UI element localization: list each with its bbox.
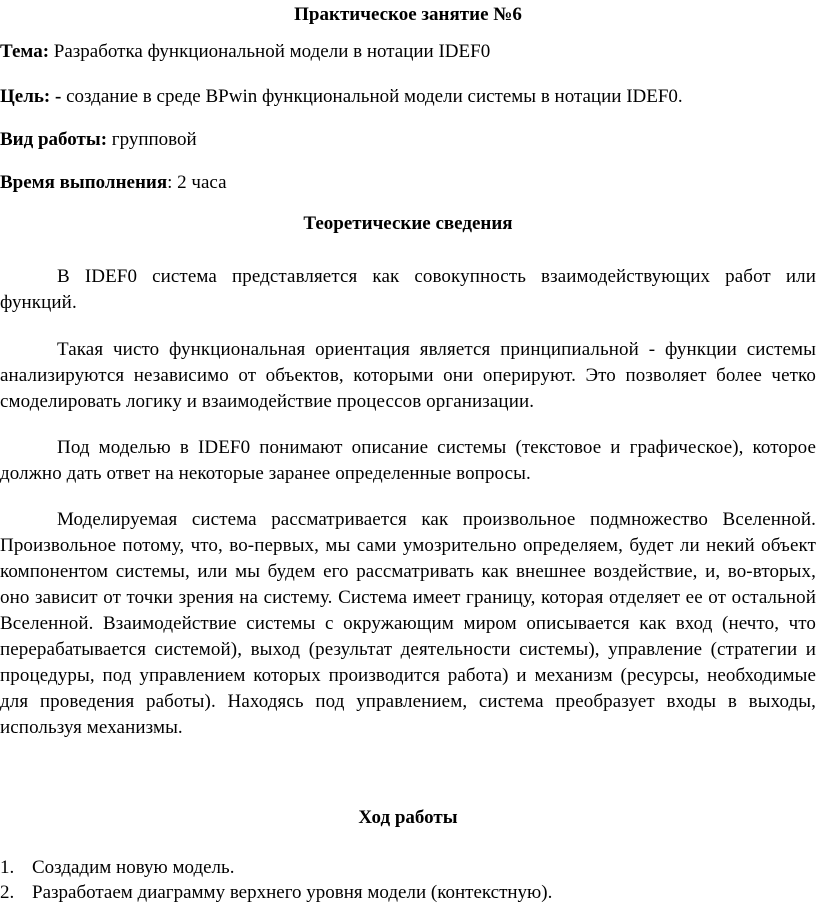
work-heading: Ход работы [358, 807, 458, 828]
paragraph: Такая чисто функциональная ориентация является принципиальной - функции системы анализируются независимо от объектов, которыми они оперируют. Это позволяет более четко смоделировать логику и взаимодействие процессов организации. [0, 339, 816, 412]
duration-value: : 2 часа [167, 172, 227, 193]
paragraph: Моделируемая система рассматривается как произвольное подмножество Вселенной. Произвольное потому, что, во-первых, мы сами умозрительно определяем, будет ли некий объект компонентом системы, или мы будем его рассматривать как внешнее воздействие, и, во-вторых, оно зависит от точки зрения на систему. Система имеет границу, которая отделяет ее от остальной Вселенной. Взаимодействие системы с окружающим миром описывается как вход (нечто, что перерабатывается системой), выход (результат деятельности системы), управление (стратегии и процедуры, под управлением которых производится работа) и механизм (ресурсы, необходимые для проведения работы). Находясь под управлением, система преобразует входы в выходы, используя механизмы. [0, 509, 816, 738]
topic-field [0, 39, 490, 65]
theory-heading: Теоретические сведения [303, 213, 513, 234]
paragraph: В IDEF0 система представляется как совокупность взаимодействующих работ или функций. [0, 266, 816, 313]
list-item [0, 880, 816, 905]
topic-value: Разработка функциональной модели в нотации IDEF0 [49, 41, 491, 62]
duration-label: Время выполнения [0, 172, 168, 193]
goal-field [0, 84, 683, 110]
step-text: Разработаем диаграмму верхнего уровня модели (контекстную). [32, 882, 553, 903]
topic-label: Тема: [0, 41, 50, 62]
list-item [0, 855, 816, 880]
work-type-field [0, 127, 197, 153]
work-type-value: групповой [107, 129, 197, 150]
duration-field [0, 170, 227, 196]
step-number: 1. [0, 857, 15, 878]
step-text: Создадим новую модель. [32, 857, 235, 878]
page-title: Практическое занятие №6 [294, 4, 522, 25]
goal-label: Цель: - [0, 86, 62, 107]
goal-value: создание в среде BPwin функциональной модели системы в нотации IDEF0. [61, 86, 683, 107]
step-number: 2. [0, 882, 15, 903]
paragraph: Под моделью в IDEF0 понимают описание системы (текстовое и графическое), которое должно дать ответ на некоторые заранее определенные вопросы. [0, 437, 816, 484]
work-type-label: Вид работы: [0, 129, 108, 150]
steps-list [0, 855, 816, 905]
